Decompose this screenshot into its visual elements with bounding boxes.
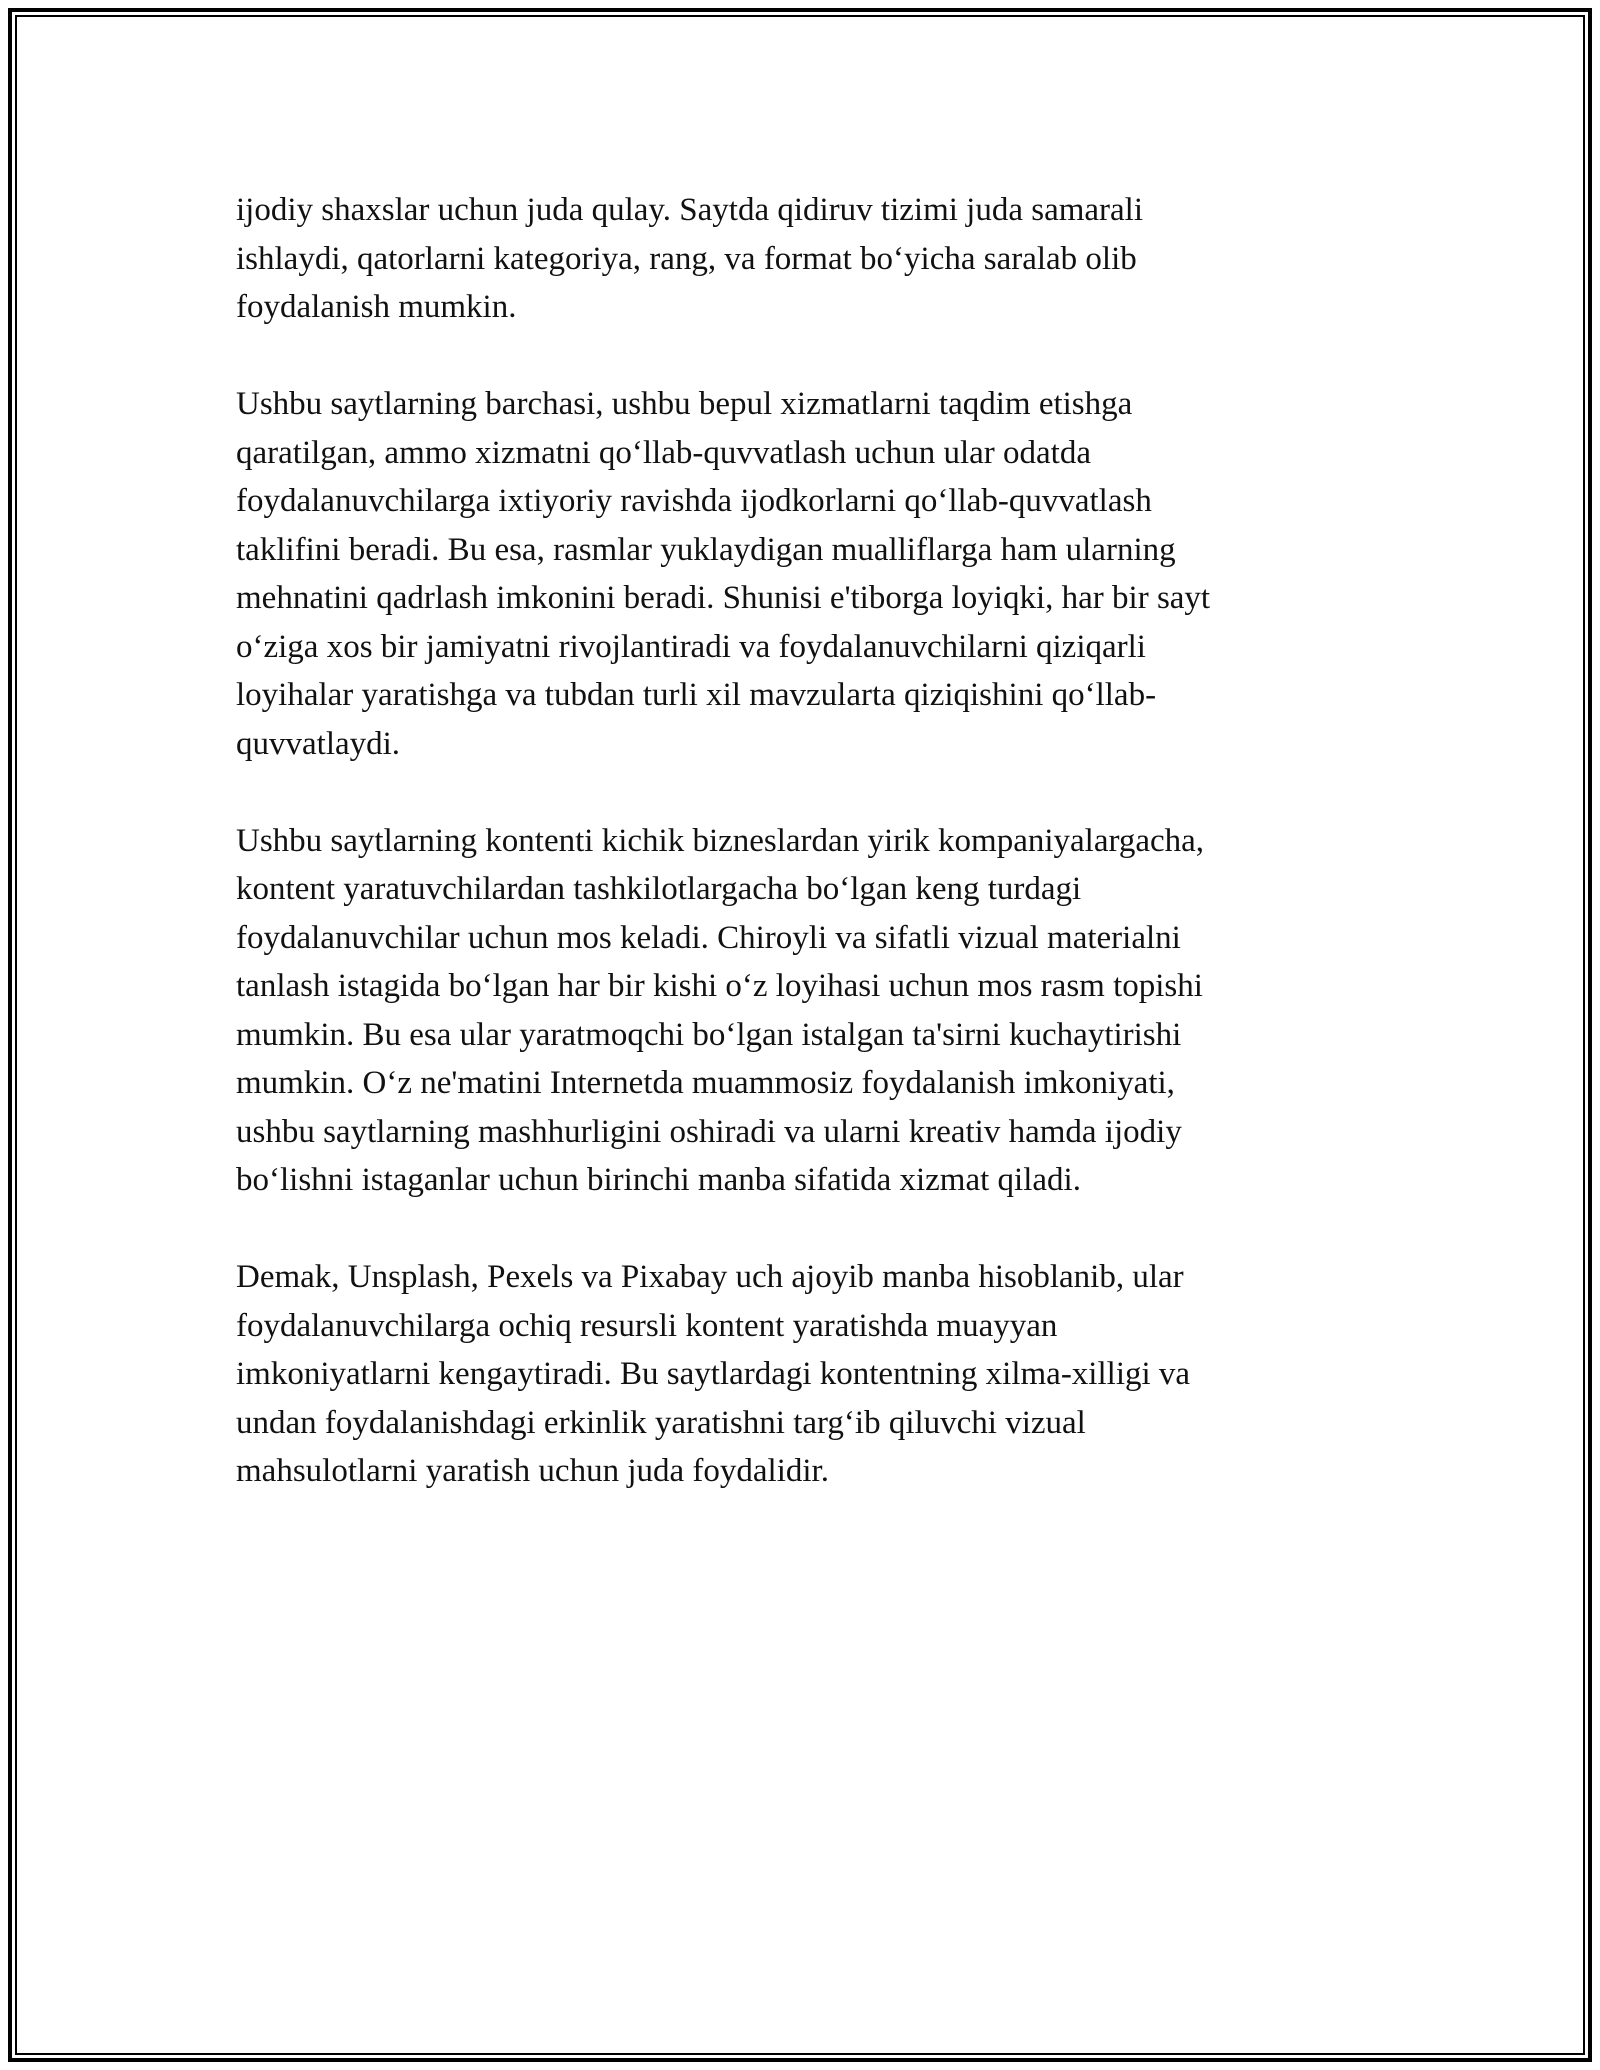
text-line: foydalanuvchilarga ixtiyoriy ravishda ijodkorlarni qo‘llab-quvvatlash xyxy=(236,483,1152,519)
text-line: foydalanuvchilarga ochiq resursli kontent yaratishda muayyan xyxy=(236,1307,1058,1344)
text-line: ijodiy shaxslar uchun juda qulay. Saytda qidiruv tizimi juda samarali xyxy=(236,192,1144,228)
text-line: Ushbu saytlarning kontenti kichik bizneslardan yirik kompaniyalargacha, xyxy=(236,822,1205,859)
text-line: mumkin. O‘z ne'matini Internetda muammosiz foydalanish imkoniyati, xyxy=(236,1065,1175,1101)
text-line: bo‘lishni istaganlar uchun birinchi manba sifatida xizmat qiladi. xyxy=(236,1162,1081,1198)
paragraph-1 xyxy=(236,186,1356,332)
text-line: Ushbu saytlarning barchasi, ushbu bepul xizmatlarni taqdim etishga xyxy=(236,386,1133,422)
text-line: imkoniyatlarni kengaytiradi. Bu saytlardagi kontentning xilma-xilligi va xyxy=(236,1356,1191,1392)
text-line: foydalanuvchilar uchun mos keladi. Chiroyli va sifatli vizual materialni xyxy=(236,919,1181,956)
text-line: o‘ziga xos bir jamiyatni rivojlantiradi va foydalanuvchilarni qiziqarli xyxy=(236,628,1146,665)
paragraph-4 xyxy=(236,1253,1356,1496)
text-line: mehnatini qadrlash imkonini beradi. Shunisi e'tiborga loyiqki, har bir sayt xyxy=(236,580,1211,616)
paragraph-3 xyxy=(236,817,1356,1205)
text-line: taklifini beradi. Bu esa, rasmlar yuklaydigan mualliflarga ham ularning xyxy=(236,531,1176,568)
text-line: mumkin. Bu esa ular yaratmoqchi bo‘lgan istalgan ta'sirni kuchaytirishi xyxy=(236,1016,1182,1053)
text-line: kontent yaratuvchilardan tashkilotlargacha bo‘lgan keng turdagi xyxy=(236,871,1082,907)
text-line: ushbu saytlarning mashhurligini oshiradi va ularni kreativ hamda ijodiy xyxy=(236,1113,1182,1150)
text-line: mahsulotlarni yaratish uchun juda foydalidir. xyxy=(236,1453,829,1489)
text-line: undan foydalanishdagi erkinlik yaratishni targ‘ib qiluvchi vizual xyxy=(236,1404,1086,1441)
paragraph-2 xyxy=(236,380,1356,768)
text-line: tanlash istagida bo‘lgan har bir kishi o‘z loyihasi uchun mos rasm topishi xyxy=(236,968,1203,1004)
text-line: Demak, Unsplash, Pexels va Pixabay uch ajoyib manba hisoblanib, ular xyxy=(236,1259,1184,1295)
text-line: ishlaydi, qatorlarni kategoriya, rang, va format bo‘yicha saralab olib xyxy=(236,240,1137,277)
text-line: loyihalar yaratishga va tubdan turli xil mavzularta qiziqishini qo‘llab- xyxy=(236,677,1157,713)
text-line: qaratilgan, ammo xizmatni qo‘llab-quvvatlash uchun ular odatda xyxy=(236,434,1091,471)
document-body xyxy=(236,186,1356,1544)
text-line: quvvatlaydi. xyxy=(236,725,401,762)
text-line: foydalanish mumkin. xyxy=(236,289,517,325)
